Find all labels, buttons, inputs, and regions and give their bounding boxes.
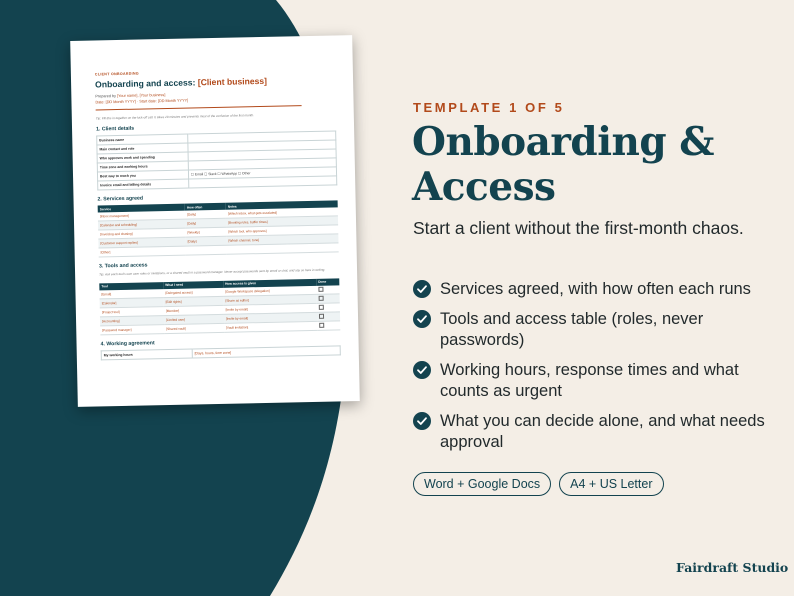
page-title [412, 120, 782, 210]
table-header: Tool [99, 282, 163, 290]
client-label: Main contact and role [97, 143, 188, 154]
table-cell: [Calendar and scheduling] [98, 220, 185, 231]
table-header: Notes [226, 201, 338, 210]
feature-item [413, 309, 783, 351]
client-value [188, 176, 336, 188]
table-header: Service [98, 204, 185, 213]
table-cell: [Weekly] [185, 228, 226, 238]
work-value: [Days, hours, time zone] [192, 346, 340, 358]
table-cell: [Password manager] [100, 324, 164, 334]
subtitle: Start a client without the first-month chaos. [413, 218, 744, 238]
table-cell: [Accounting] [100, 315, 164, 325]
table-cell: [Email] [99, 289, 163, 299]
table-cell: [Other] [99, 247, 186, 258]
format-tag: Word + Google Docs [413, 472, 551, 496]
doc-section-client-details: 1. Client details [96, 126, 135, 133]
work-row [101, 346, 340, 360]
table-cell [186, 246, 227, 256]
table-cell: [Customer support replies] [98, 238, 185, 249]
table-cell: [Project tool] [100, 306, 164, 316]
checkbox-icon [319, 296, 324, 301]
doc-meta [95, 88, 335, 105]
feature-item [413, 411, 783, 453]
document-preview [70, 35, 360, 407]
table-cell: [Daily] [185, 210, 226, 219]
brand-name: Fairdraft Studio [676, 560, 789, 575]
client-value: ☐ Email ☐ Slack ☐ WhatsApp ☐ Other [188, 167, 336, 179]
doc-title-main: Onboarding and access: [95, 77, 198, 90]
services-table [98, 201, 339, 258]
table-cell: [Invite by email] [224, 312, 317, 323]
format-tag: A4 + US Letter [559, 472, 663, 496]
feature-text: What you can decide alone, and what needs approval [440, 412, 765, 451]
format-tags [413, 472, 664, 496]
work-label: My working hours [101, 349, 192, 360]
doc-tools-tip: Tip: Ask each tool's own user roles or invitations, or a shared vault in a password manager. Never accept passwords sent by email or chat, and say so here in writing. [99, 268, 326, 277]
table-cell: [Delegated access] [163, 288, 223, 298]
doc-eyebrow: CLIENT ONBOARDING [94, 71, 139, 77]
table-cell [227, 243, 339, 254]
feature-item [413, 360, 783, 402]
table-cell: [Invoicing and chasing] [98, 229, 185, 240]
table-header: What I need [163, 281, 223, 289]
done-checkbox [317, 321, 340, 330]
doc-prepared-value: [Your name], [Your business] [117, 93, 166, 99]
client-label: Who approves work and spending [97, 152, 188, 163]
table-cell: [Which inbox, what gets escalated] [226, 208, 338, 219]
check-circle-icon [413, 412, 431, 430]
doc-title [95, 74, 335, 89]
doc-prepared-label: Prepared by [95, 94, 118, 99]
feature-item [413, 279, 783, 300]
table-cell: [Edit rights] [164, 296, 224, 306]
checkbox-icon [319, 305, 324, 310]
done-checkbox [317, 312, 340, 321]
doc-tip: Tip: Fill this in together on the kick-off call. It takes 20 minutes and prevents most of the confusion of the first month. [95, 113, 255, 121]
doc-rule [96, 105, 302, 110]
table-cell: [Inbox management] [98, 211, 185, 221]
title-line-1: Onboarding & [412, 119, 714, 165]
table-cell: [Member] [164, 305, 224, 315]
table-cell: [Daily] [186, 237, 227, 247]
check-circle-icon [413, 361, 431, 379]
document-page [70, 35, 360, 407]
done-checkbox [317, 303, 340, 312]
table-header: How often [185, 203, 226, 211]
doc-date-line: Date: [DD Month YYYY] · Start date: [DD Month YYYY] [95, 98, 189, 105]
table-cell: [Which tool, who approves] [226, 225, 338, 236]
table-cell: [Shared vault] [164, 323, 224, 333]
feature-list [413, 279, 783, 462]
template-counter: TEMPLATE 1 OF 5 [413, 100, 565, 115]
checkbox-icon [319, 314, 324, 319]
table-cell: [Calendar] [100, 297, 164, 307]
client-label: Time zone and working hours [97, 161, 188, 172]
table-header: Done [316, 278, 339, 285]
table-cell: [Booking rules, buffer times] [226, 216, 338, 227]
table-cell: [Share as editor] [223, 294, 316, 305]
doc-section-services: 2. Services agreed [97, 195, 144, 203]
feature-text: Working hours, response times and what counts as urgent [440, 361, 739, 400]
client-label: Best way to reach you [97, 170, 188, 181]
done-checkbox [316, 294, 339, 303]
client-details-table [96, 131, 337, 191]
working-agreement-table [101, 345, 341, 360]
check-circle-icon [413, 310, 431, 328]
table-cell: [Vault invitation] [224, 321, 317, 332]
client-label: Business name [97, 134, 188, 145]
table-cell: [Invite by email] [224, 303, 317, 314]
table-cell: [Which channel, tone] [226, 234, 338, 245]
table-header: How access is given [223, 279, 316, 288]
checkbox-icon [319, 323, 324, 328]
table-cell: [Limited user] [164, 314, 224, 324]
feature-text: Services agreed, with how often each runs [440, 280, 751, 298]
doc-title-placeholder: [Client business] [197, 75, 268, 88]
feature-text: Tools and access table (roles, never passwords) [440, 310, 704, 349]
table-cell: [Google Workspace delegation] [223, 286, 316, 296]
checkbox-icon [318, 287, 323, 292]
tools-table [99, 278, 340, 335]
table-cell: [Daily] [185, 219, 226, 229]
doc-section-tools: 3. Tools and access [98, 262, 148, 270]
title-line-2: Access [412, 164, 556, 210]
check-circle-icon [413, 280, 431, 298]
client-label: Invoice email and billing details [98, 179, 189, 190]
doc-section-working: 4. Working agreement [100, 340, 155, 348]
